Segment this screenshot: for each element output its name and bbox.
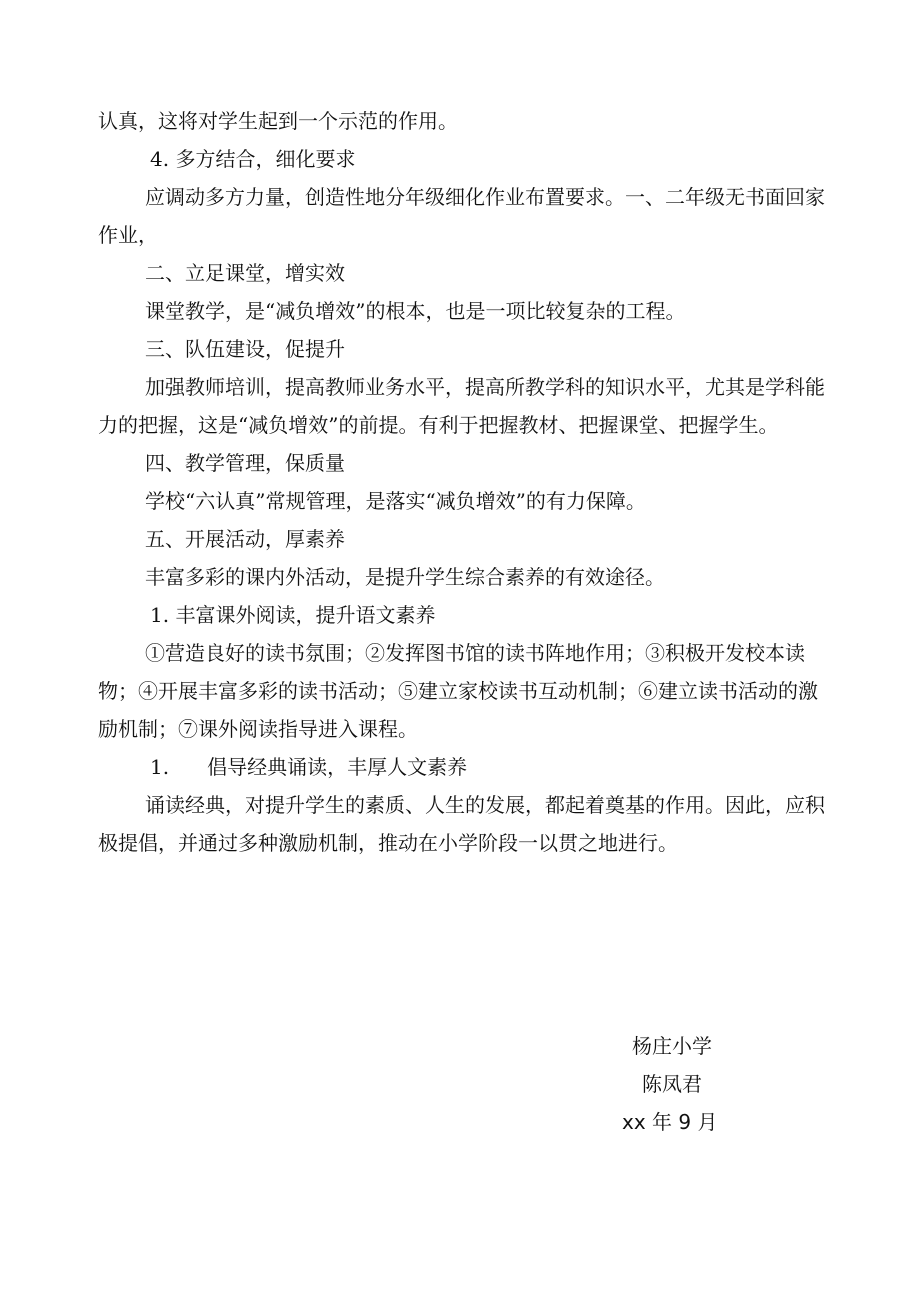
signature-organization: 杨庄小学 (632, 1034, 712, 1058)
paragraph-management: 学校“六认真”常规管理，是落实“减负增效”的有力保障。 (145, 489, 646, 513)
subheading-classics-number: 1. (150, 755, 170, 779)
section-heading-4-management: 四、教学管理，保质量 (145, 451, 345, 475)
paragraph-reading-list: ①营造良好的读书氛围；②发挥图书馆的读书阵地作用；③积极开发校本读物；④开展丰富多彩的读书活动；⑤建立家校读书互动机制；⑥建立读书活动的激励机制；⑦课外阅读指导进入课程。 (98, 641, 818, 741)
section-heading-4: 4. 多方结合，细化要求 (150, 147, 356, 171)
signature-person: 陈凤君 (642, 1072, 702, 1096)
subheading-classics-text: 倡导经典诵读，丰厚人文素养 (207, 755, 468, 779)
paragraph-training: 加强教师培训，提高教师业务水平，提高所教学科的知识水平，尤其是学科能力的把握，这是“减负增效”的前提。有利于把握教材、把握课堂、把握学生。 (98, 375, 825, 437)
paragraph-classroom: 课堂教学，是“减负增效”的根本，也是一项比较复杂的工程。 (145, 299, 686, 323)
paragraph-activities: 丰富多彩的课内外活动，是提升学生综合素养的有效途径。 (145, 565, 665, 589)
signature-block (600, 1027, 800, 1141)
document-body (98, 102, 828, 862)
section-heading-2: 二、立足课堂，增实效 (145, 261, 345, 285)
paragraph-homework: 应调动多方力量，创造性地分年级细化作业布置要求。一、二年级无书面回家作业， (98, 185, 825, 247)
section-heading-3: 三、队伍建设，促提升 (145, 337, 345, 361)
subheading-reading: 1. 丰富课外阅读，提升语文素养 (150, 603, 436, 627)
signature-date: xx 年 9 月 (622, 1110, 718, 1134)
subheading-classics (98, 748, 828, 786)
paragraph-continuation: 认真，这将对学生起到一个示范的作用。 (98, 109, 458, 133)
section-heading-5: 五、开展活动，厚素养 (145, 527, 345, 551)
paragraph-classics: 诵读经典，对提升学生的素质、人生的发展，都起着奠基的作用。因此，应积极提倡，并通过多种激励机制，推动在小学阶段一以贯之地进行。 (98, 793, 825, 855)
